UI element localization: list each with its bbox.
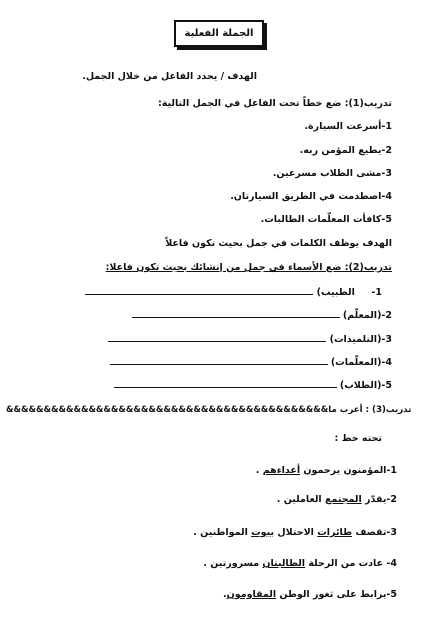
exercise-2-row [85, 285, 382, 300]
item-text: الاحتلال [274, 527, 318, 538]
exercise-1-heading-text: تدريب(1): ضع خطاً تحت الفاعل في الجمل التالية: [157, 98, 392, 109]
item-text: 2-يقدّر [361, 494, 397, 505]
separator-line [6, 403, 430, 417]
page-title [174, 20, 264, 47]
answer-blank[interactable] [110, 355, 328, 365]
answer-blank[interactable] [114, 378, 337, 388]
exercise-1-item: 5-كافأت المعلّمات الطالبات. [260, 214, 392, 225]
exercise-3-item [203, 557, 397, 571]
row-number: 3- [381, 334, 392, 345]
item-text: . [255, 465, 263, 476]
goal-2: الهدف يوظف الكلمات في جمل بحيث تكون فاعلاً [165, 238, 392, 249]
exercise-3-item [277, 493, 397, 507]
item-text: . [223, 589, 227, 600]
underlined-word: أعداءهم [262, 465, 301, 476]
page-title-text: الجملة الفعلية [184, 28, 254, 39]
row-number: 4- [381, 357, 392, 368]
exercise-1-item: 4-اصطدمت في الطريق السيارتان. [230, 191, 392, 202]
underlined-word: بيوت [251, 527, 275, 538]
exercise-3-heading: تدريب(3) : أعرب ما [328, 405, 412, 415]
underlined-word: طائرات [317, 527, 353, 538]
item-text: 3-تقصف [352, 527, 397, 538]
exercise-2-row [108, 332, 392, 347]
exercise-3-item [193, 526, 397, 540]
exercise-3-subheading: تحته خط : [334, 433, 382, 444]
answer-blank[interactable] [108, 332, 326, 342]
underlined-word: الطالبتان [262, 558, 306, 569]
exercise-2-row [114, 378, 392, 393]
row-word: (التلميذات) [329, 334, 382, 345]
row-number: 2- [381, 310, 392, 321]
exercise-2-heading: تدريب(2): ضع الأسماء في جمل من إنشائك بحيث تكون فاعلا: [105, 262, 392, 273]
answer-blank[interactable] [132, 308, 340, 318]
row-word: (الطلاب) [339, 380, 382, 391]
row-word: الطبيب) [316, 287, 355, 298]
row-word: (المعلّمات) [330, 357, 382, 368]
exercise-3-item [223, 588, 397, 602]
underlined-word: المقاومون [226, 589, 277, 600]
exercise-2-row [110, 355, 393, 370]
underlined-word: المجتمع [324, 494, 362, 505]
exercise-1-item: 1-أسرعت السيارة. [304, 121, 392, 132]
exercise-1-item: 3-مشى الطلاب مسرعين. [272, 168, 392, 179]
goal-1: الهدف / يحدد الفاعل من خلال الجمل. [82, 71, 257, 82]
item-text: 1-المؤمنون يرحمون [300, 465, 397, 476]
item-text: مسرورتين . [203, 558, 263, 569]
exercise-2-row [132, 308, 392, 323]
exercise-3-item [256, 464, 397, 478]
item-text: 4- عادت من الرحلة [305, 558, 397, 569]
item-text: العاملين . [276, 494, 325, 505]
item-text: 5-يرابط على ثغور الوطن [276, 589, 397, 600]
answer-blank[interactable] [85, 285, 313, 295]
ampersand-row: &&&&&&&&&&&&&&&&&&&&&&&&&&&&&&&&&&&&&&&&&&& [6, 405, 329, 415]
row-word: (المعلّم) [342, 310, 382, 321]
exercise-1-heading [158, 97, 392, 111]
row-number: 5- [381, 380, 392, 391]
exercise-1-item: 2-يطيع المؤمن ربه. [299, 145, 392, 156]
row-number: 1- [371, 287, 382, 298]
item-text: المواطنين . [193, 527, 252, 538]
